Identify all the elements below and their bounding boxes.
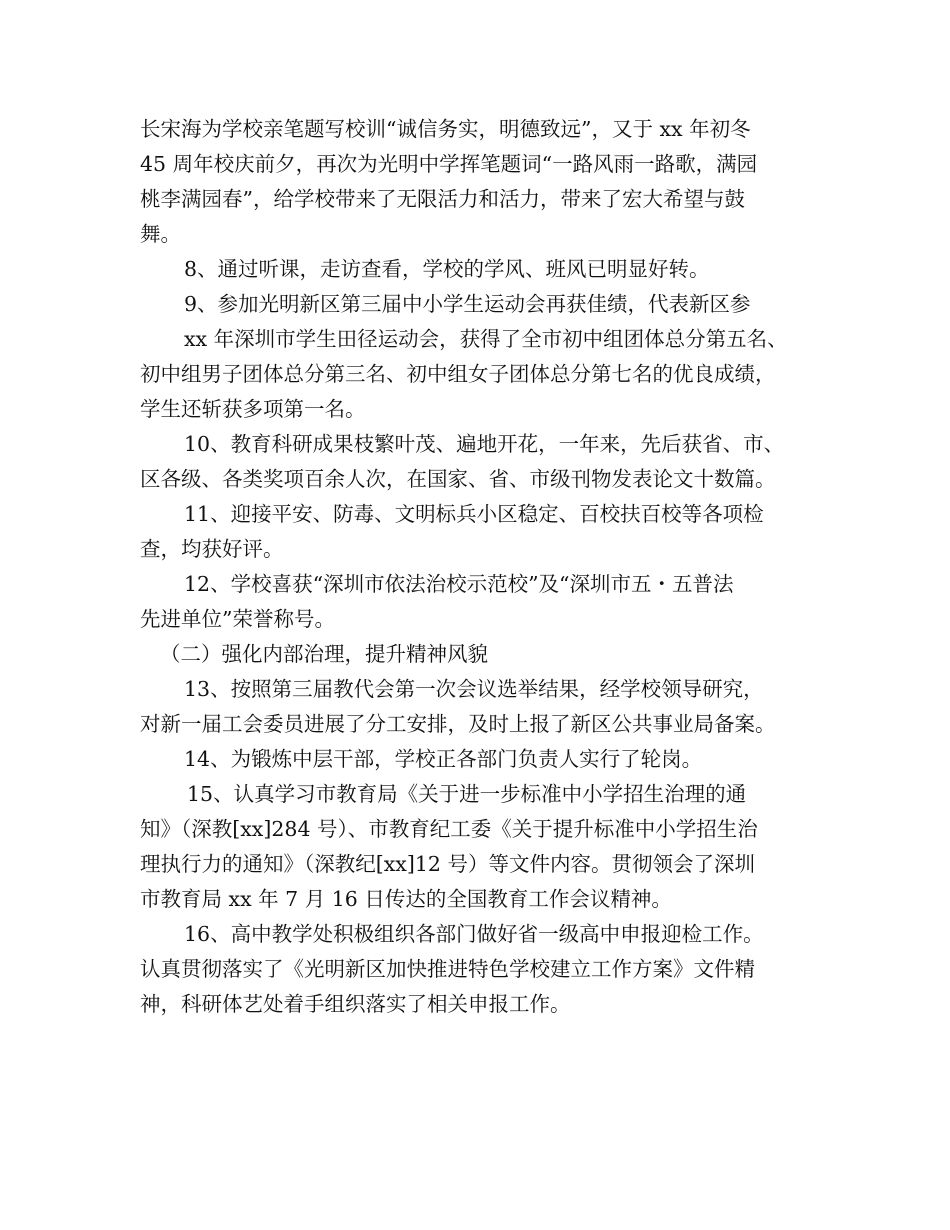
section-heading: （二）强化内部治理，提升精神风貌 xyxy=(160,642,488,666)
text-line: 认真贯彻落实了《光明新区加快推进特色学校建立工作方案》文件精 xyxy=(140,957,755,981)
text-line: 45 周年校庆前夕，再次为光明中学挥笔题词“一路风雨一路歌，满园 xyxy=(140,152,758,176)
text-line: 舞。 xyxy=(140,222,181,246)
text-line: 13、按照第三届教代会第一次会议选举结果，经学校领导研究， xyxy=(184,677,764,701)
text-line: 市教育局 xx 年 7 月 16 日传达的全国教育工作会议精神。 xyxy=(140,887,672,911)
text-line: 11、迎接平安、防毒、文明标兵小区稳定、百校扶百校等各项检 xyxy=(184,502,764,526)
text-line: 8、通过听课，走访查看，学校的学风、班风已明显好转。 xyxy=(184,257,710,281)
text-line: 12、学校喜获“深圳市依法治校示范校”及“深圳市五・五普法 xyxy=(184,572,734,596)
text-line: 9、参加光明新区第三届中小学生运动会再获佳绩，代表新区参 xyxy=(184,292,751,316)
text-line: 知》（深教[xx]284 号）、市教育纪工委《关于提升标准中小学招生治 xyxy=(140,817,758,841)
text-line: 14、为锻炼中层干部，学校正各部门负责人实行了轮岗。 xyxy=(184,747,703,771)
text-line: 初中组男子团体总分第三名、初中组女子团体总分第七名的优良成绩， xyxy=(140,362,776,386)
text-line: xx 年深圳市学生田径运动会，获得了全市初中组团体总分第五名、 xyxy=(184,327,788,351)
text-line: 查，均获好评。 xyxy=(140,537,284,561)
text-line: 16、高中教学处积极组织各部门做好省一级高中申报迎检工作。 xyxy=(184,922,764,946)
text-line: 桃李满园春”，给学校带来了无限活力和活力，带来了宏大希望与鼓 xyxy=(140,187,745,211)
text-line: 长宋海为学校亲笔题写校训“诚信务实，明德致远”，又于 xx 年初冬 xyxy=(140,117,751,141)
text-line: 10、教育科研成果枝繁叶茂、遍地开花，一年来，先后获省、市、 xyxy=(184,432,785,456)
document-body xyxy=(140,112,820,1022)
text-line: 15、认真学习市教育局《关于进一步标准中小学招生治理的通 xyxy=(187,782,747,806)
text-line: 学生还斩获多项第一名。 xyxy=(140,397,366,421)
text-line: 对新一届工会委员进展了分工安排，及时上报了新区公共事业局备案。 xyxy=(140,712,776,736)
text-line: 区各级、各类奖项百余人次，在国家、省、市级刊物发表论文十数篇。 xyxy=(140,467,776,491)
text-line: 先进单位”荣誉称号。 xyxy=(140,607,335,631)
text-line: 理执行力的通知》（深教纪[xx]12 号）等文件内容。贯彻领会了深圳 xyxy=(140,852,755,876)
text-line: 神，科研体艺处着手组织落实了相关申报工作。 xyxy=(140,992,571,1016)
